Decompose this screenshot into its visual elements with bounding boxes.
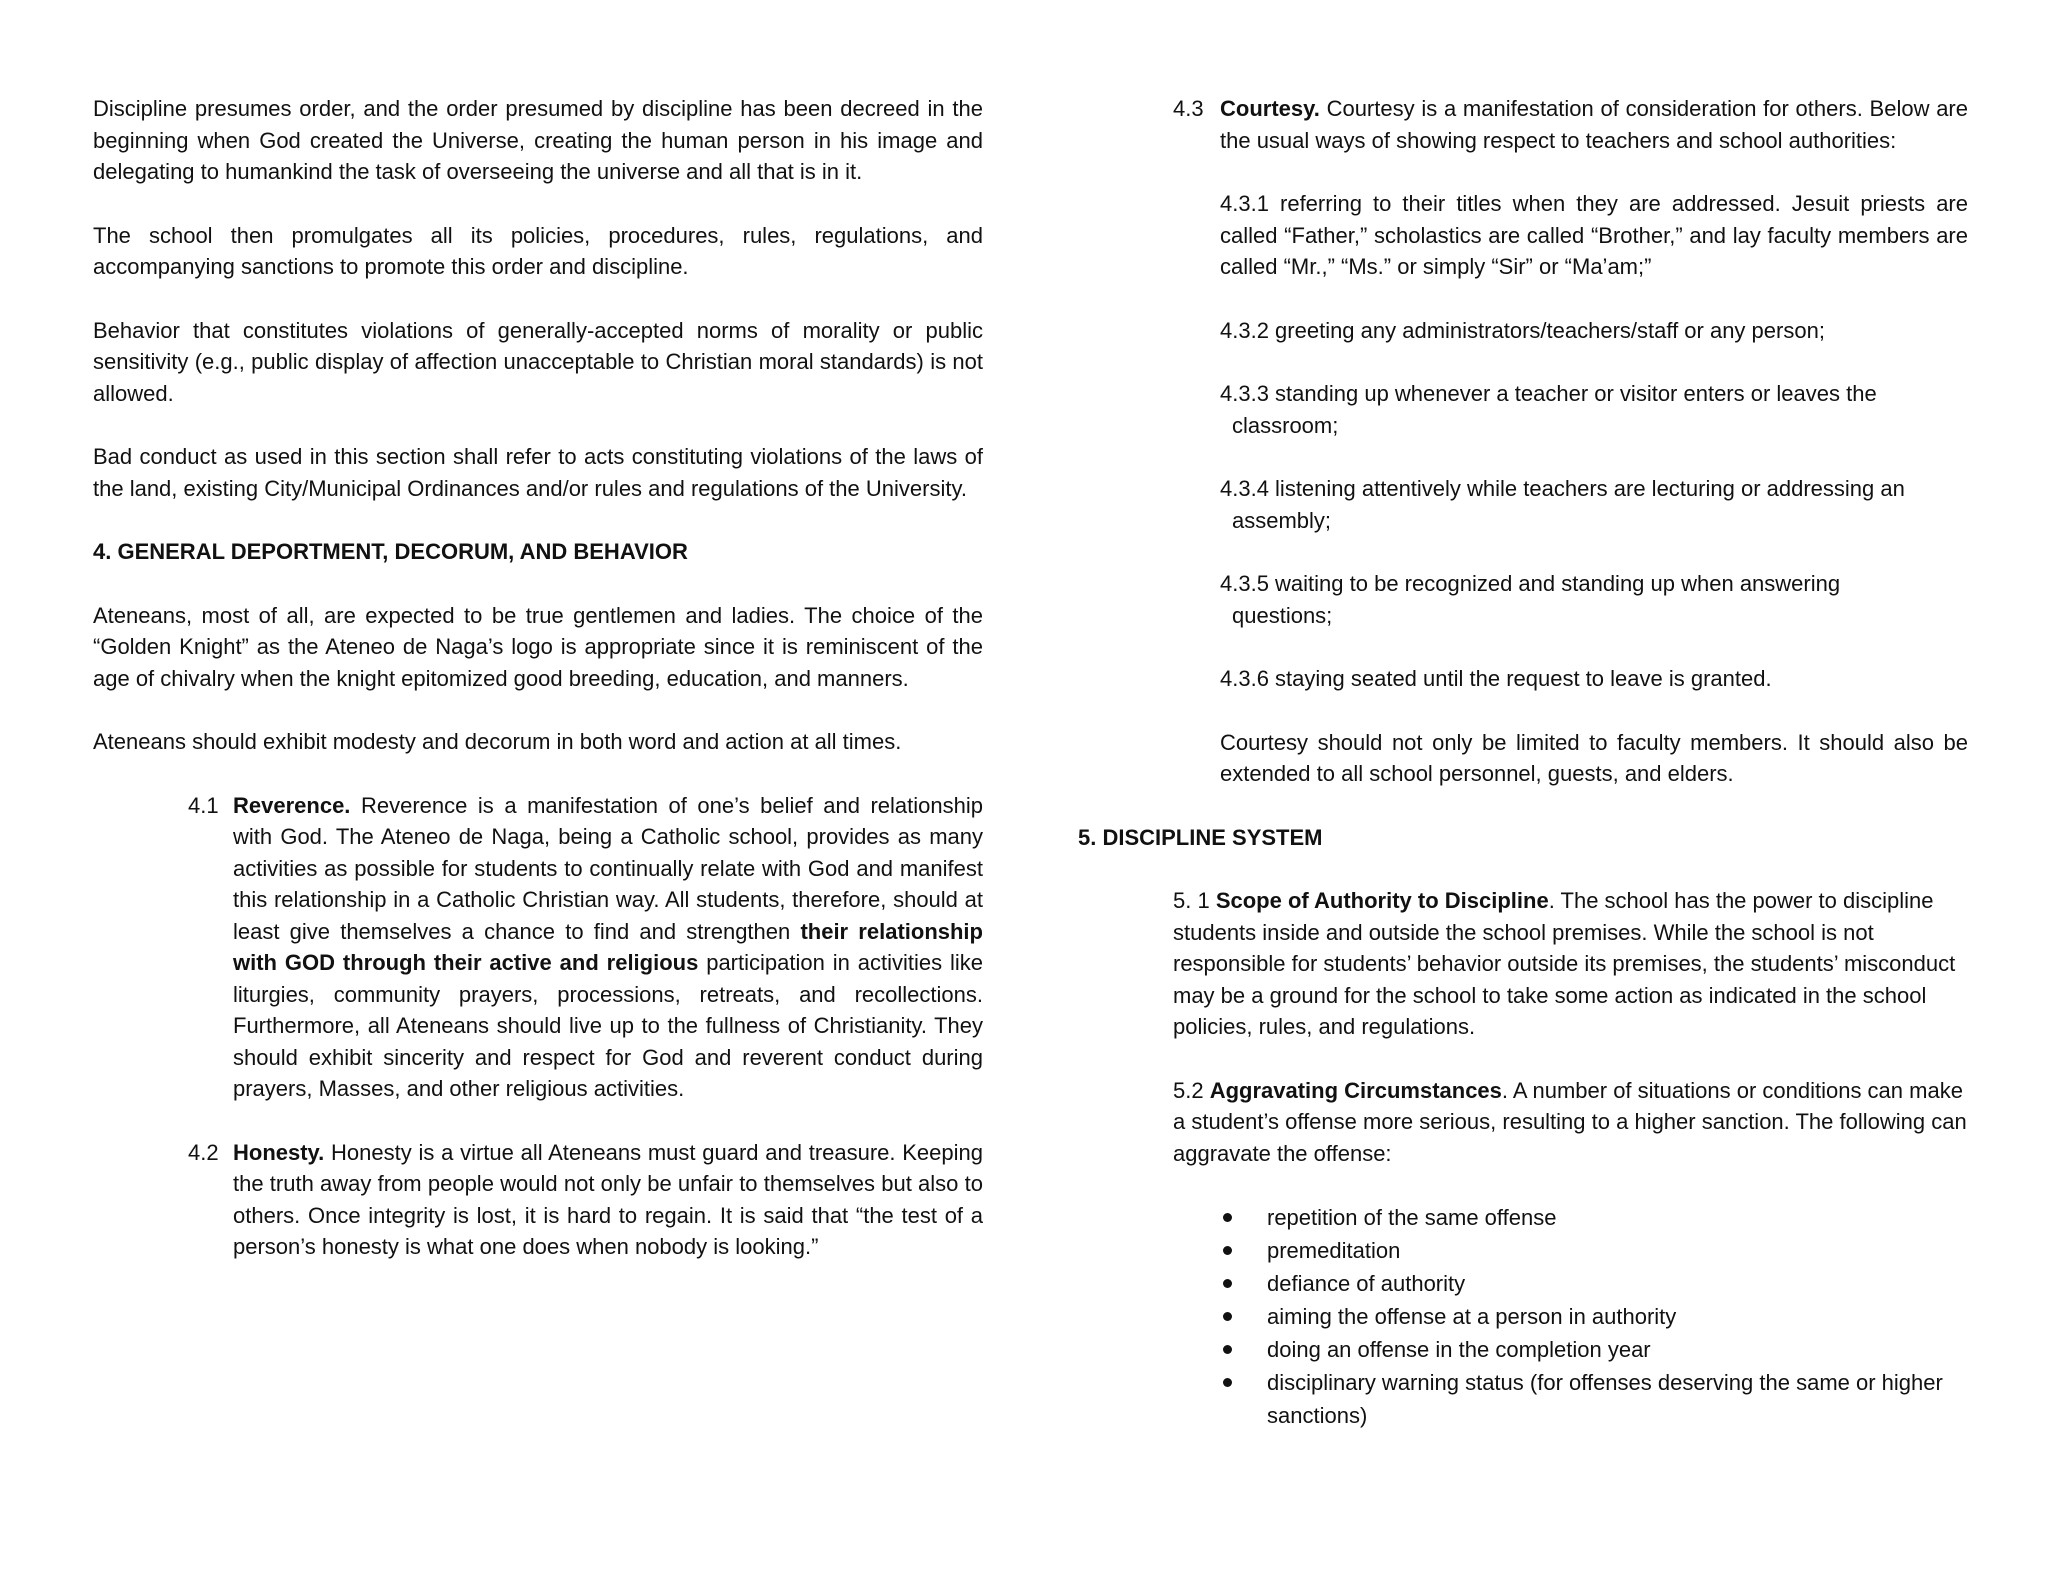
item-text-part: participation in activities like liturgies, community prayers, processions, retreats, and recollections. Furthermore, all Ateneans should live up to the fullness of Christianity. They should exhibit sincerity and respect for God and reverent conduct during prayers, Masses, and other religious activities.: [233, 950, 983, 1101]
item-title: Courtesy.: [1220, 96, 1320, 121]
bullet-icon: [1223, 1378, 1232, 1387]
item-number: 5. 1: [1173, 888, 1216, 913]
list-item-text: defiance of authority: [1267, 1271, 1466, 1296]
paragraph-gentlemen-ladies: Ateneans, most of all, are expected to be true gentlemen and ladies. The choice of the “Golden Knight” as the Ateneo de Naga’s logo is appropriate since it is reminiscent of the age of chivalry when the knight epitomized good breeding, education, and manners.: [93, 602, 983, 691]
list-item: [1220, 1267, 1968, 1300]
item-4-1-reverence: [93, 790, 983, 1105]
list-item-text: aiming the offense at a person in authority: [1267, 1304, 1677, 1329]
item-text: [233, 1137, 983, 1263]
item-bold-text: their relationship with GOD through their active and religious: [233, 918, 983, 975]
aggravating-list: [1220, 1201, 1968, 1432]
item-title: Honesty.: [233, 1139, 325, 1165]
bullet-icon: [1223, 1246, 1232, 1255]
paragraph-modesty: Ateneans should exhibit modesty and decorum in both word and action at all times.: [93, 729, 902, 754]
item-text: [233, 790, 983, 1105]
item-5-2-aggravating-circumstances: [1173, 1075, 1968, 1170]
list-item: [1220, 1234, 1968, 1267]
subitem-line: 4.3.5 waiting to be recognized and standing up when answering: [1220, 571, 1841, 596]
item-text-part: Honesty is a virtue all Ateneans must guard and treasure. Keeping the truth away from people would not only be unfair to themselves but also to others. Once integrity is lost, it is hard to regain. It is said that “the test of a person’s honesty is what one does when nobody is looking.”: [233, 1139, 983, 1259]
right-column: [1078, 93, 1968, 1432]
item-5-1-scope-of-authority: [1173, 885, 1968, 1043]
subitem-4-3-4: [1220, 473, 1968, 536]
subitem-continuation: questions;: [1232, 602, 1333, 628]
item-text-part: . The school has the power to discipline students inside and outside the school premises. While the school is not responsible for students’ behavior outside its premises, the students’ misconduct may be a ground for the school to take some action as indicated in the school policies, rules, and regulations.: [1173, 888, 1956, 1039]
item-4-2-honesty: [93, 1137, 983, 1263]
paragraph-courtesy-note: Courtesy should not only be limited to faculty members. It should also be extended to all school personnel, guests, and elders.: [1220, 729, 1968, 786]
subitem-4-3-1: 4.3.1 referring to their titles when they are addressed. Jesuit priests are called “Father,” scholastics are called “Brother,” and lay faculty members are called “Mr.,” “Ms.” or simply “Sir” or “Ma’am;”: [1220, 191, 1968, 279]
item-4-3-courtesy: [1078, 93, 1968, 156]
subitem-4-3-6: 4.3.6 staying seated until the request to leave is granted.: [1220, 666, 1772, 691]
subitem-4-3-3: [1220, 378, 1968, 441]
bullet-icon: [1223, 1213, 1232, 1222]
subitem-continuation: classroom;: [1232, 412, 1339, 438]
list-item: [1220, 1201, 1968, 1234]
item-text: [1220, 93, 1968, 156]
bullet-icon: [1223, 1279, 1232, 1288]
subitem-continuation: assembly;: [1232, 507, 1332, 533]
item-number: 4.3: [1173, 96, 1204, 121]
subitem-4-3-5: [1220, 568, 1968, 631]
item-number: 4.1: [188, 792, 219, 818]
list-item-text: repetition of the same offense: [1267, 1205, 1557, 1230]
paragraph-school-policies: The school then promulgates all its policies, procedures, rules, regulations, and accompanying sanctions to promote this order and discipline.: [93, 222, 983, 279]
paragraph-discipline-order: Discipline presumes order, and the order presumed by discipline has been decreed in the beginning when God created the Universe, creating the human person in his image and delegating to humankind the task of overseeing the universe and all that is in it.: [93, 96, 983, 184]
paragraph-behavior-violations: Behavior that constitutes violations of generally-accepted norms of morality or public sensitivity (e.g., public display of affection unacceptable to Christian moral standards) is not allowed.: [93, 317, 983, 406]
bullet-icon: [1223, 1312, 1232, 1321]
item-text-part: . A number of situations or conditions can make a student’s offense more serious, resulting to a higher sanction. The following can aggravate the offense:: [1173, 1077, 1967, 1166]
item-text-part: Courtesy is a manifestation of consideration for others. Below are the usual ways of showing respect to teachers and school authorities:: [1220, 96, 1968, 153]
bullet-icon: [1223, 1345, 1232, 1354]
section-heading-4: 4. GENERAL DEPORTMENT, DECORUM, AND BEHAVIOR: [93, 539, 688, 564]
item-number: 4.2: [188, 1139, 219, 1165]
subitem-4-3-2: 4.3.2 greeting any administrators/teachers/staff or any person;: [1220, 317, 1825, 343]
item-text-part: Reverence is a manifestation of one’s belief and relationship with God. The Ateneo de Naga, being a Catholic school, provides as many activities as possible for students to continually relate with God and manifest this relationship in a Catholic Christian way. All students, therefore, should at least give themselves a chance to find and strengthen: [233, 792, 983, 944]
list-item: [1220, 1300, 1968, 1333]
item-title: Scope of Authority to Discipline: [1215, 888, 1549, 913]
list-item: [1220, 1333, 1968, 1366]
section-heading-5: 5. DISCIPLINE SYSTEM: [1078, 824, 1323, 850]
list-item-text: disciplinary warning status (for offenses deserving the same or higher sanctions): [1267, 1370, 1943, 1428]
subitem-line: 4.3.3 standing up whenever a teacher or visitor enters or leaves the: [1220, 381, 1877, 406]
paragraph-bad-conduct: Bad conduct as used in this section shall refer to acts constituting violations of the laws of the land, existing City/Municipal Ordinances and/or rules and regulations of the University.: [93, 444, 983, 501]
item-title: Reverence.: [233, 792, 351, 818]
list-item-text: doing an offense in the completion year: [1267, 1337, 1651, 1362]
item-number: 5.2: [1173, 1077, 1210, 1103]
list-item-text: premeditation: [1267, 1238, 1401, 1263]
subitem-line: 4.3.4 listening attentively while teachers are lecturing or addressing an: [1220, 476, 1905, 501]
left-column: [93, 93, 983, 1263]
list-item: [1220, 1366, 1968, 1432]
item-title: Aggravating Circumstances: [1209, 1077, 1502, 1103]
